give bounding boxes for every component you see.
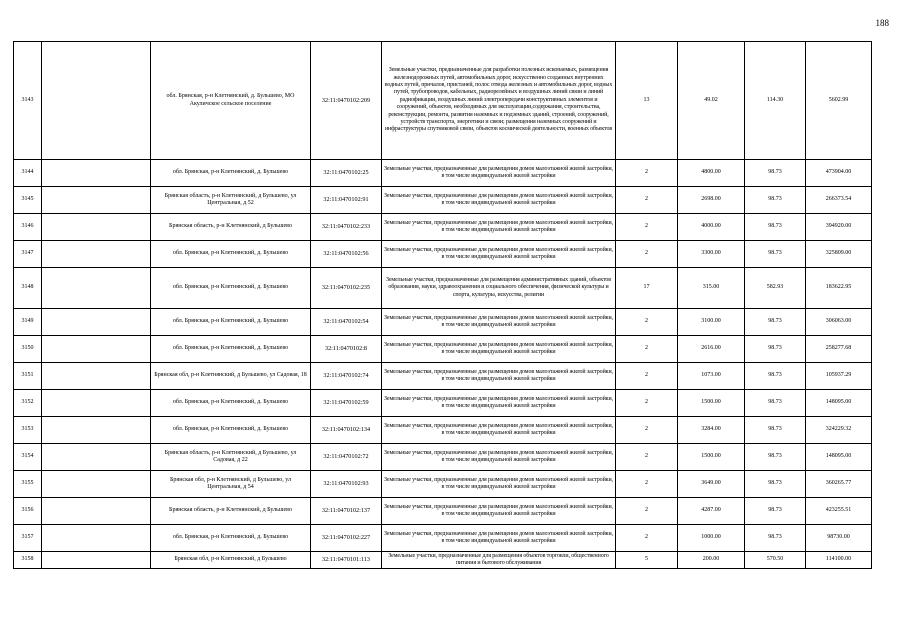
area-cell: 4800.00 bbox=[678, 160, 745, 187]
purpose-code-cell: 17 bbox=[616, 268, 678, 309]
purpose-code-cell: 2 bbox=[616, 417, 678, 444]
empty-cell bbox=[42, 552, 151, 569]
specific-value-cell: 98.73 bbox=[745, 444, 806, 471]
page-number: 188 bbox=[875, 18, 889, 28]
table-row bbox=[14, 42, 872, 160]
area-cell: 1000.00 bbox=[678, 525, 745, 552]
row-number-cell: 3155 bbox=[14, 471, 42, 498]
land-registry-table bbox=[13, 41, 872, 569]
address-cell: Брянская обл, р-н Клетнянский, д Бульшево, ул Центральная, д 54 bbox=[151, 471, 311, 498]
purpose-code-cell: 2 bbox=[616, 525, 678, 552]
land-purpose-cell: Земельные участки, предназначенные для размещения объектов торговли, общественного питания и бытового обслуживания bbox=[382, 552, 616, 569]
cadastral-value-cell: 258277.68 bbox=[806, 336, 872, 363]
specific-value-cell: 582.93 bbox=[745, 268, 806, 309]
specific-value-cell: 98.73 bbox=[745, 187, 806, 214]
cadastral-value-cell: 114100.00 bbox=[806, 552, 872, 569]
address-cell: Брянская обл, р-н Клетнянский, д Бульшево, ул Садовая, 18 bbox=[151, 363, 311, 390]
specific-value-cell: 98.73 bbox=[745, 214, 806, 241]
purpose-code-cell: 2 bbox=[616, 390, 678, 417]
area-cell: 3649.00 bbox=[678, 471, 745, 498]
purpose-code-cell: 2 bbox=[616, 309, 678, 336]
area-cell: 2698.00 bbox=[678, 187, 745, 214]
purpose-code-cell: 13 bbox=[616, 42, 678, 160]
row-number-cell: 3143 bbox=[14, 42, 42, 160]
area-cell: 1500.00 bbox=[678, 390, 745, 417]
cadastral-number-cell: 32:11:0470102:25 bbox=[311, 160, 382, 187]
land-purpose-cell: Земельные участки, предназначенные для размещения домов малоэтажной жилой застройки, в том числе индивидуальной жилой застройки bbox=[382, 444, 616, 471]
table-row bbox=[14, 363, 872, 390]
cadastral-value-cell: 306063.00 bbox=[806, 309, 872, 336]
empty-cell bbox=[42, 498, 151, 525]
cadastral-number-cell: 32:11:0470102:137 bbox=[311, 498, 382, 525]
table-row bbox=[14, 552, 872, 569]
table-row bbox=[14, 214, 872, 241]
empty-cell bbox=[42, 417, 151, 444]
cadastral-value-cell: 148095.00 bbox=[806, 444, 872, 471]
cadastral-number-cell: 32:11:0470102:8 bbox=[311, 336, 382, 363]
specific-value-cell: 98.73 bbox=[745, 471, 806, 498]
purpose-code-cell: 2 bbox=[616, 241, 678, 268]
area-cell: 1073.00 bbox=[678, 363, 745, 390]
empty-cell bbox=[42, 309, 151, 336]
row-number-cell: 3156 bbox=[14, 498, 42, 525]
empty-cell bbox=[42, 160, 151, 187]
cadastral-value-cell: 473904.00 bbox=[806, 160, 872, 187]
row-number-cell: 3157 bbox=[14, 525, 42, 552]
cadastral-value-cell: 148095.00 bbox=[806, 390, 872, 417]
cadastral-number-cell: 32:11:0470102:74 bbox=[311, 363, 382, 390]
specific-value-cell: 98.73 bbox=[745, 498, 806, 525]
cadastral-value-cell: 360265.77 bbox=[806, 471, 872, 498]
area-cell: 4287.00 bbox=[678, 498, 745, 525]
area-cell: 49.02 bbox=[678, 42, 745, 160]
table-row bbox=[14, 390, 872, 417]
land-purpose-cell: Земельные участки, предназначенные для размещения домов малоэтажной жилой застройки, в том числе индивидуальной жилой застройки bbox=[382, 525, 616, 552]
row-number-cell: 3144 bbox=[14, 160, 42, 187]
cadastral-number-cell: 32:11:0470102:227 bbox=[311, 525, 382, 552]
row-number-cell: 3148 bbox=[14, 268, 42, 309]
cadastral-number-cell: 32:11:0470101:113 bbox=[311, 552, 382, 569]
address-cell: Брянская область, р-н Клетнянский, д Бульшево, ул Садовая, д 22 bbox=[151, 444, 311, 471]
empty-cell bbox=[42, 363, 151, 390]
specific-value-cell: 98.73 bbox=[745, 336, 806, 363]
address-cell: Брянская область, р-н Клетнянский, д Бульшево, ул Центральная, д 52 bbox=[151, 187, 311, 214]
land-purpose-cell: Земельные участки, предназначенные для размещения домов малоэтажной жилой застройки, в том числе индивидуальной жилой застройки bbox=[382, 187, 616, 214]
empty-cell bbox=[42, 444, 151, 471]
land-purpose-cell: Земельные участки, предназначенные для размещения домов малоэтажной жилой застройки, в том числе индивидуальной жилой застройки bbox=[382, 498, 616, 525]
row-number-cell: 3151 bbox=[14, 363, 42, 390]
land-purpose-cell: Земельные участки, предназначенные для размещения домов малоэтажной жилой застройки, в том числе индивидуальной жилой застройки bbox=[382, 309, 616, 336]
row-number-cell: 3145 bbox=[14, 187, 42, 214]
empty-cell bbox=[42, 214, 151, 241]
cadastral-number-cell: 32:11:0470102:134 bbox=[311, 417, 382, 444]
row-number-cell: 3146 bbox=[14, 214, 42, 241]
address-cell: Брянская обл, р-н Клетнянский, д Бульшево bbox=[151, 552, 311, 569]
cadastral-number-cell: 32:11:0470102:233 bbox=[311, 214, 382, 241]
table-row bbox=[14, 471, 872, 498]
cadastral-number-cell: 32:11:0470102:54 bbox=[311, 309, 382, 336]
land-purpose-cell: Земельные участки, предназначенные для размещения домов малоэтажной жилой застройки, в том числе индивидуальной жилой застройки bbox=[382, 390, 616, 417]
cadastral-number-cell: 32:11:0470102:56 bbox=[311, 241, 382, 268]
area-cell: 1500.00 bbox=[678, 444, 745, 471]
empty-cell bbox=[42, 241, 151, 268]
cadastral-value-cell: 5602.99 bbox=[806, 42, 872, 160]
land-purpose-cell: Земельные участки, предназначенные для размещения домов малоэтажной жилой застройки, в том числе индивидуальной жилой застройки bbox=[382, 336, 616, 363]
purpose-code-cell: 2 bbox=[616, 498, 678, 525]
cadastral-value-cell: 266373.54 bbox=[806, 187, 872, 214]
empty-cell bbox=[42, 471, 151, 498]
cadastral-number-cell: 32:11:0470102:93 bbox=[311, 471, 382, 498]
area-cell: 3100.00 bbox=[678, 309, 745, 336]
table-row bbox=[14, 336, 872, 363]
address-cell: обл. Брянская, р-н Клетнянский, д. Бульшево bbox=[151, 309, 311, 336]
specific-value-cell: 98.73 bbox=[745, 160, 806, 187]
cadastral-number-cell: 32:11:0470102:91 bbox=[311, 187, 382, 214]
empty-cell bbox=[42, 336, 151, 363]
area-cell: 200.00 bbox=[678, 552, 745, 569]
address-cell: обл. Брянская, р-н Клетнянский, д. Бульшево, МО Акуличское сельское поселение bbox=[151, 42, 311, 160]
cadastral-value-cell: 105937.29 bbox=[806, 363, 872, 390]
address-cell: обл. Брянская, р-н Клетнянский, д. Бульшево bbox=[151, 160, 311, 187]
area-cell: 315.00 bbox=[678, 268, 745, 309]
address-cell: обл. Брянская, р-н Клетнянский, д. Бульшево bbox=[151, 390, 311, 417]
cadastral-value-cell: 98730.00 bbox=[806, 525, 872, 552]
address-cell: Брянская область, р-н Клетнянский, д Бульшево bbox=[151, 214, 311, 241]
address-cell: обл. Брянская, р-н Клетнянский, д. Бульшево bbox=[151, 268, 311, 309]
row-number-cell: 3153 bbox=[14, 417, 42, 444]
specific-value-cell: 570.50 bbox=[745, 552, 806, 569]
specific-value-cell: 98.73 bbox=[745, 363, 806, 390]
specific-value-cell: 114.30 bbox=[745, 42, 806, 160]
purpose-code-cell: 2 bbox=[616, 363, 678, 390]
cadastral-number-cell: 32:11:0470102:235 bbox=[311, 268, 382, 309]
address-cell: Брянская область, р-н Клетнянский, д Бульшево bbox=[151, 498, 311, 525]
cadastral-number-cell: 32:11:0470102:72 bbox=[311, 444, 382, 471]
address-cell: обл. Брянская, р-н Клетнянский, д. Бульшево bbox=[151, 525, 311, 552]
land-purpose-cell: Земельные участки, предназначенные для размещения домов малоэтажной жилой застройки, в том числе индивидуальной жилой застройки bbox=[382, 160, 616, 187]
purpose-code-cell: 2 bbox=[616, 187, 678, 214]
table-row bbox=[14, 160, 872, 187]
table-row bbox=[14, 525, 872, 552]
purpose-code-cell: 2 bbox=[616, 214, 678, 241]
empty-cell bbox=[42, 187, 151, 214]
cadastral-value-cell: 324229.32 bbox=[806, 417, 872, 444]
row-number-cell: 3150 bbox=[14, 336, 42, 363]
row-number-cell: 3152 bbox=[14, 390, 42, 417]
land-purpose-cell: Земельные участки, предназначенные для разработки полезных ископаемых, размещения железнодорожных путей, автомобильных дорог, искусственно созданных внутренних водных путей, причалов, пристаней, полос отвода железных и автомобильных дорог, водных путей, трубопроводов, кабельных, радиорелейных и воздушных линий связи и линий радиофикации, воздушных линий электропередачи конструктивных элементов и сооружений, объектов, необходимых для эксплуатации,содержания, строительства, реконструкции, ремонта, развития наземных и подземных зданий, строений, сооружений, устройств транспорта, энергетики и связи; размещения наземных сооружений и инфраструктуры спутниковой связи, объектов космической деятельности, военных объектов bbox=[382, 42, 616, 160]
table-row bbox=[14, 417, 872, 444]
purpose-code-cell: 5 bbox=[616, 552, 678, 569]
land-purpose-cell: Земельные участки, предназначенные для размещения домов малоэтажной жилой застройки, в том числе индивидуальной жилой застройки bbox=[382, 417, 616, 444]
row-number-cell: 3147 bbox=[14, 241, 42, 268]
land-purpose-cell: Земельные участки, предназначенные для размещения домов малоэтажной жилой застройки, в том числе индивидуальной жилой застройки bbox=[382, 363, 616, 390]
empty-cell bbox=[42, 42, 151, 160]
table-row bbox=[14, 268, 872, 309]
address-cell: обл. Брянская, р-н Клетнянский, д. Бульшево bbox=[151, 241, 311, 268]
specific-value-cell: 98.73 bbox=[745, 417, 806, 444]
purpose-code-cell: 2 bbox=[616, 471, 678, 498]
empty-cell bbox=[42, 268, 151, 309]
land-purpose-cell: Земельные участки, предназначенные для размещения домов малоэтажной жилой застройки, в том числе индивидуальной жилой застройки bbox=[382, 241, 616, 268]
area-cell: 3300.00 bbox=[678, 241, 745, 268]
specific-value-cell: 98.73 bbox=[745, 525, 806, 552]
specific-value-cell: 98.73 bbox=[745, 241, 806, 268]
cadastral-value-cell: 183622.95 bbox=[806, 268, 872, 309]
table-row bbox=[14, 498, 872, 525]
cadastral-value-cell: 325809.00 bbox=[806, 241, 872, 268]
land-purpose-cell: Земельные участки, предназначенные для размещения административных зданий, объектов образования, науки, здравоохранения и социального обеспечения, физической культуры и спорта, культуры, искусства, религии bbox=[382, 268, 616, 309]
table-row bbox=[14, 241, 872, 268]
purpose-code-cell: 2 bbox=[616, 444, 678, 471]
table-row bbox=[14, 444, 872, 471]
cadastral-value-cell: 394920.00 bbox=[806, 214, 872, 241]
empty-cell bbox=[42, 390, 151, 417]
row-number-cell: 3158 bbox=[14, 552, 42, 569]
row-number-cell: 3154 bbox=[14, 444, 42, 471]
specific-value-cell: 98.73 bbox=[745, 309, 806, 336]
specific-value-cell: 98.73 bbox=[745, 390, 806, 417]
land-purpose-cell: Земельные участки, предназначенные для размещения домов малоэтажной жилой застройки, в том числе индивидуальной жилой застройки bbox=[382, 471, 616, 498]
table-row bbox=[14, 309, 872, 336]
address-cell: обл. Брянская, р-н Клетнянский, д. Бульшево bbox=[151, 336, 311, 363]
purpose-code-cell: 2 bbox=[616, 336, 678, 363]
area-cell: 3284.00 bbox=[678, 417, 745, 444]
address-cell: обл. Брянская, р-н Клетнянский, д. Бульшево bbox=[151, 417, 311, 444]
area-cell: 2616.00 bbox=[678, 336, 745, 363]
row-number-cell: 3149 bbox=[14, 309, 42, 336]
cadastral-number-cell: 32:11:0470102:209 bbox=[311, 42, 382, 160]
area-cell: 4000.00 bbox=[678, 214, 745, 241]
table-row bbox=[14, 187, 872, 214]
cadastral-number-cell: 32:11:0470102:59 bbox=[311, 390, 382, 417]
land-purpose-cell: Земельные участки, предназначенные для размещения домов малоэтажной жилой застройки, в том числе индивидуальной жилой застройки bbox=[382, 214, 616, 241]
registry-body bbox=[14, 42, 872, 569]
cadastral-value-cell: 423255.51 bbox=[806, 498, 872, 525]
empty-cell bbox=[42, 525, 151, 552]
purpose-code-cell: 2 bbox=[616, 160, 678, 187]
